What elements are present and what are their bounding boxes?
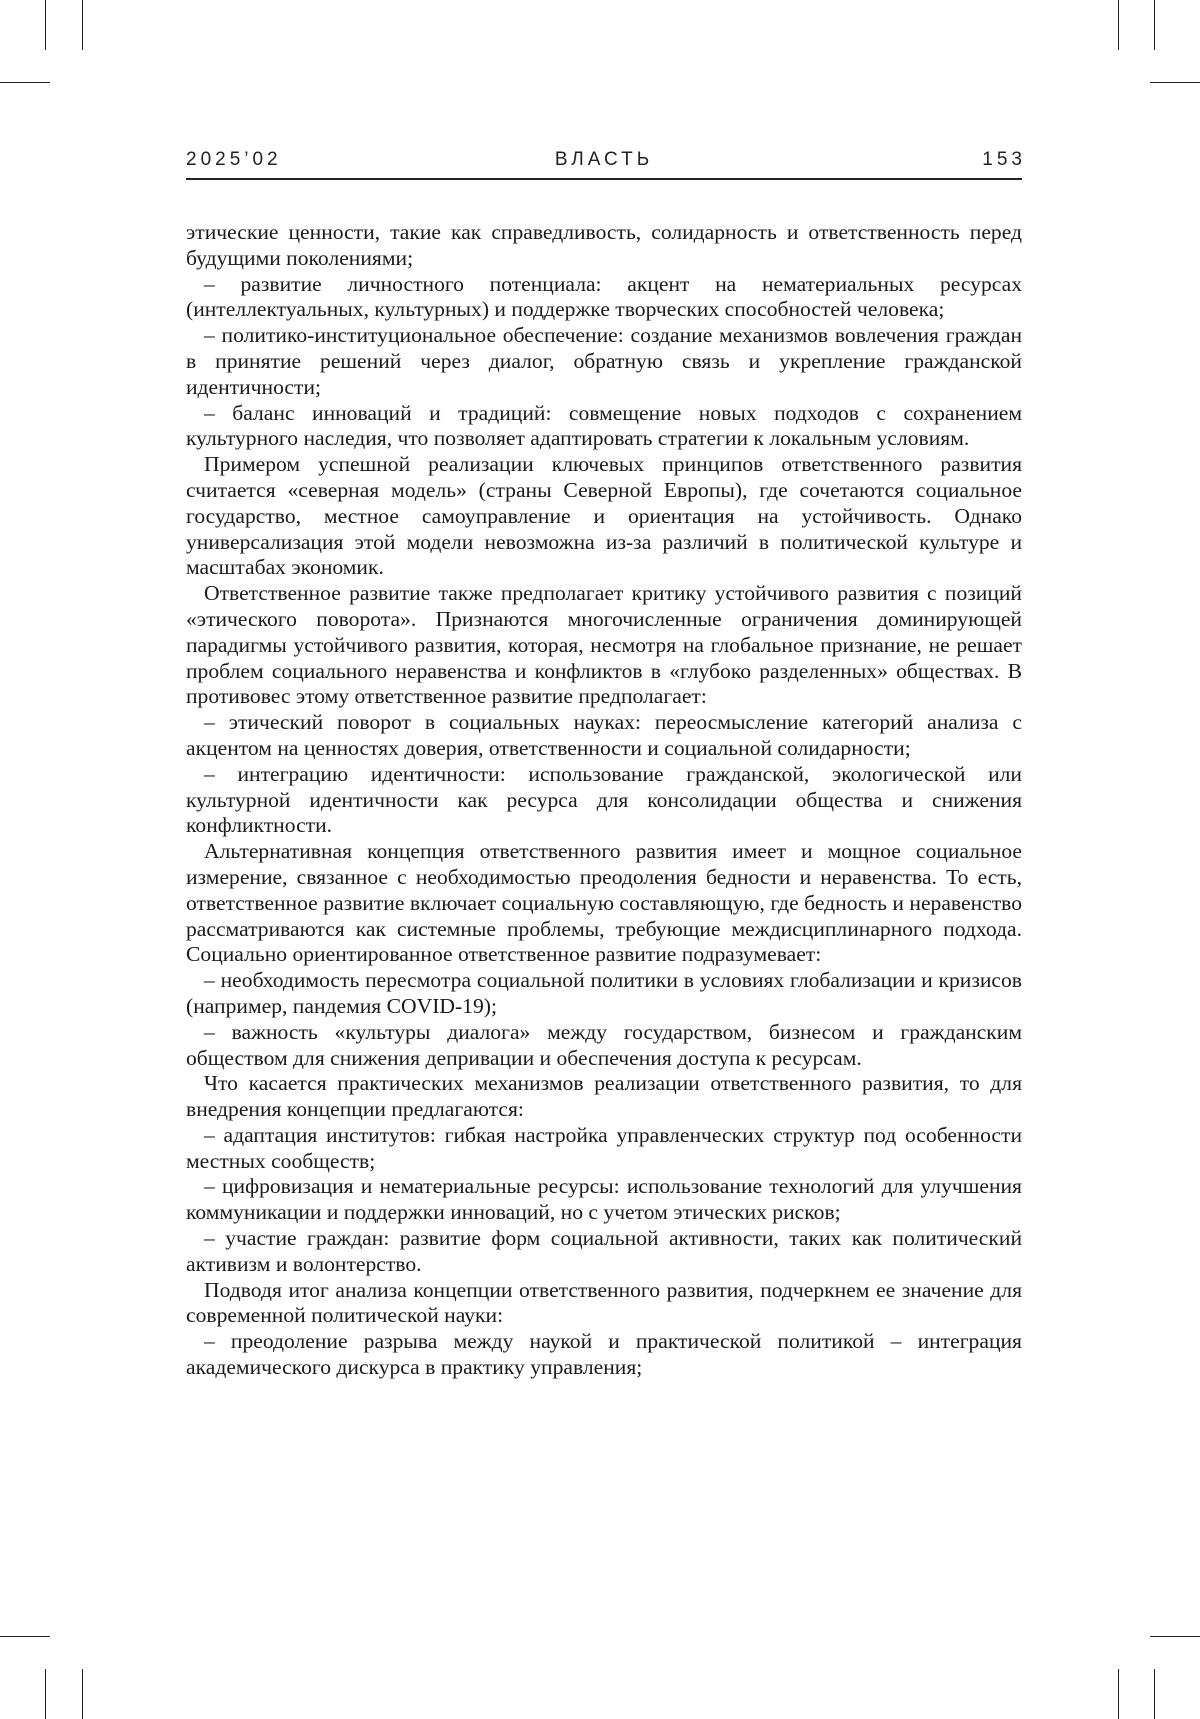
paragraph: Что касается практических механизмов реализации ответственного развития, то для внедрения концепции предлагаются: (186, 1071, 1022, 1123)
crop-mark-top-left-vertical-inner (82, 0, 83, 50)
list-item: – баланс инноваций и традиций: совмещение новых подходов с сохранением культурного наследия, что позволяет адаптировать стратегии к локальным условиям. (186, 401, 1022, 453)
paragraph: Ответственное развитие также предполагает критику устойчивого развития с позиций «этического поворота». Признаются многочисленные ограничения доминирующей парадигмы устойчивого развития, которая, несмотря на глобальное признание, не решает проблем социального неравенства и конфликтов в «глубоко разделенных» обществах. В противовес этому ответственное развитие предполагает: (186, 581, 1022, 710)
paragraph-continuation: этические ценности, такие как справедливость, солидарность и ответственность перед будущими поколениями; (186, 220, 1022, 272)
paragraph: Альтернативная концепция ответственного развития имеет и мощное социальное измерение, связанное с необходимостью преодоления бедности и неравенства. То есть, ответственное развитие включает социальную составляющую, где бедность и неравенство рассматриваются как системные проблемы, требующие междисциплинарного подхода. Социально ориентированное ответственное развитие подразумевает: (186, 839, 1022, 968)
crop-mark-bottom-left-vertical (45, 1669, 46, 1719)
list-item: – развитие личностного потенциала: акцент на нематериальных ресурсах (интеллектуальных, культурных) и поддержке творческих способностей человека; (186, 272, 1022, 324)
crop-mark-bottom-right-horizontal (1150, 1636, 1200, 1637)
list-item: – участие граждан: развитие форм социальной активности, таких как политический активизм и волонтерство. (186, 1226, 1022, 1278)
crop-mark-bottom-left-vertical-inner (82, 1669, 83, 1719)
list-item: – необходимость пересмотра социальной политики в условиях глобализации и кризисов (например, пандемия COVID-19); (186, 968, 1022, 1020)
issue-number: 2025’02 (186, 148, 282, 172)
paragraph: Примером успешной реализации ключевых принципов ответственного развития считается «северная модель» (страны Северной Европы), где сочетаются социальное государство, местное самоуправление и ориентация на устойчивость. Однако универсализация этой модели невозможна из-за различий в политической культуре и масштабах экономик. (186, 452, 1022, 581)
crop-mark-top-right-vertical-inner (1154, 0, 1155, 50)
list-item: – политико-институциональное обеспечение: создание механизмов вовлечения граждан в принятие решений через диалог, обратную связь и укрепление гражданской идентичности; (186, 323, 1022, 400)
list-item: – преодоление разрыва между наукой и практической политикой – интеграция академического дискурса в практику управления; (186, 1329, 1022, 1381)
list-item: – важность «культуры диалога» между государством, бизнесом и гражданским обществом для снижения депривации и обеспечения доступа к ресурсам. (186, 1020, 1022, 1072)
crop-mark-bottom-left-horizontal (0, 1636, 50, 1637)
paragraph: Подводя итог анализа концепции ответственного развития, подчеркнем ее значение для современной политической науки: (186, 1278, 1022, 1330)
list-item: – интеграцию идентичности: использование гражданской, экологической или культурной идентичности как ресурса для консолидации общества и снижения конфликтности. (186, 762, 1022, 839)
crop-mark-bottom-right-vertical (1118, 1669, 1119, 1719)
list-item: – адаптация институтов: гибкая настройка управленческих структур под особенности местных сообществ; (186, 1123, 1022, 1175)
crop-mark-top-right-vertical (1118, 0, 1119, 50)
crop-mark-top-left-vertical (45, 0, 46, 50)
running-header (186, 148, 1022, 180)
crop-mark-bottom-right-vertical-inner (1154, 1669, 1155, 1719)
crop-mark-top-right-horizontal (1150, 82, 1200, 83)
crop-mark-top-left-horizontal (0, 82, 50, 83)
article-body (186, 220, 1022, 1381)
list-item: – цифровизация и нематериальные ресурсы: использование технологий для улучшения коммуникации и поддержки инноваций, но с учетом этических рисков; (186, 1174, 1022, 1226)
list-item: – этический поворот в социальных науках: переосмысление категорий анализа с акцентом на ценностях доверия, ответственности и социальной солидарности; (186, 710, 1022, 762)
page-number: 153 (982, 148, 1026, 172)
journal-title: ВЛАСТЬ (186, 148, 1022, 172)
